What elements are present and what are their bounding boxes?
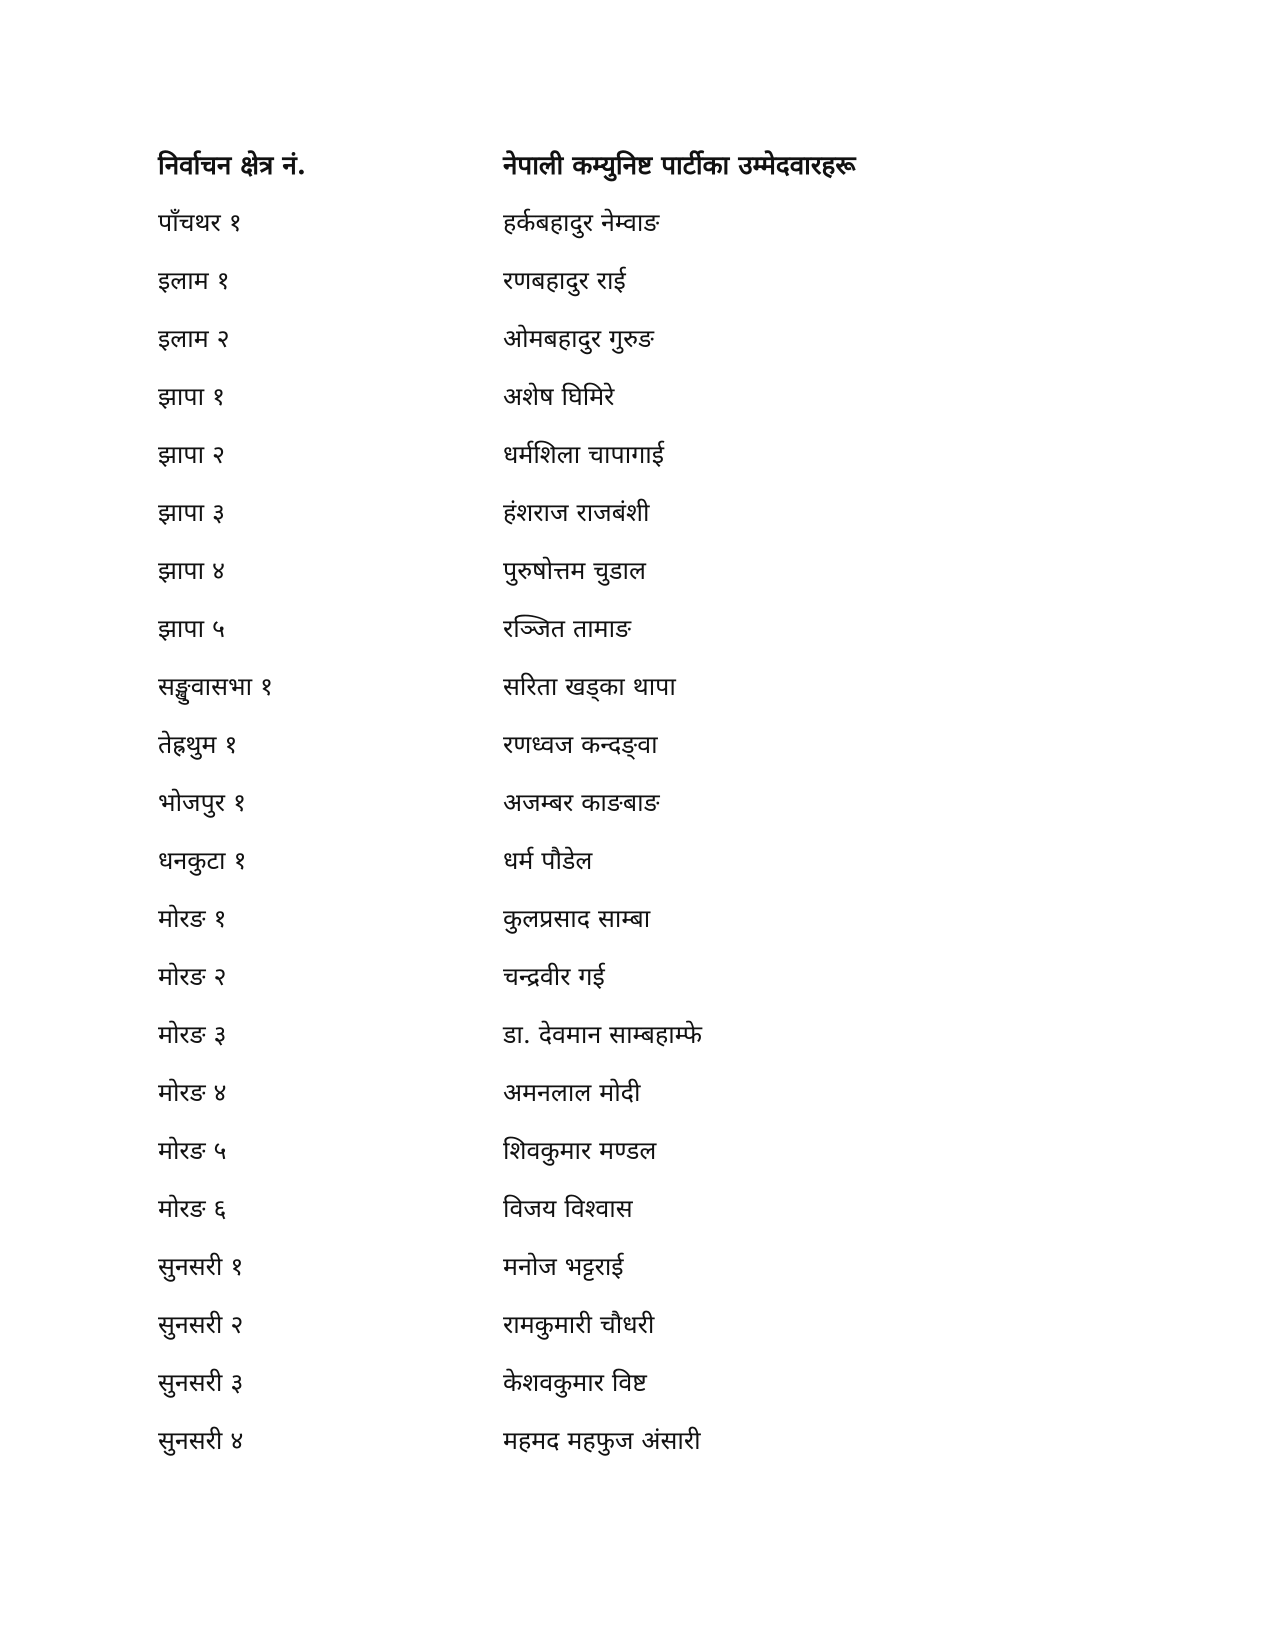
table-row [158, 495, 1058, 553]
table-row [158, 1017, 1058, 1075]
table-header [158, 148, 1058, 188]
candidate-cell: हर्कबहादुर नेम्वाङ [503, 208, 660, 237]
candidate-cell: रामकुमारी चौधरी [503, 1310, 655, 1339]
table-row [158, 263, 1058, 321]
table-row [158, 1249, 1058, 1307]
constituency-cell: इलाम २ [158, 324, 230, 353]
constituency-cell: झापा ४ [158, 556, 225, 585]
constituency-cell: तेह्रथुम १ [158, 730, 238, 759]
candidate-cell: रञ्जित तामाङ [503, 614, 632, 643]
constituency-cell: सुनसरी २ [158, 1310, 244, 1339]
table-row [158, 901, 1058, 959]
constituency-cell: सुनसरी १ [158, 1252, 244, 1281]
candidate-list [158, 205, 1058, 1481]
candidate-cell: धर्म पौडेल [503, 846, 593, 875]
table-row [158, 611, 1058, 669]
table-row [158, 437, 1058, 495]
constituency-cell: मोरङ १ [158, 904, 227, 933]
candidate-cell: विजय विश्वास [503, 1194, 633, 1223]
table-row [158, 1307, 1058, 1365]
candidate-cell: केशवकुमार विष्ट [503, 1368, 647, 1397]
candidate-cell: रणबहादुर राई [503, 266, 626, 295]
candidate-cell: अशेष घिमिरे [503, 382, 615, 411]
candidate-cell: हंशराज राजबंशी [503, 498, 650, 527]
candidate-cell: मनोज भट्टराई [503, 1252, 624, 1281]
table-row [158, 553, 1058, 611]
constituency-cell: भोजपुर १ [158, 788, 246, 817]
table-row [158, 1191, 1058, 1249]
table-row [158, 379, 1058, 437]
candidate-cell: रणध्वज कन्दङ्वा [503, 730, 658, 759]
constituency-cell: मोरङ ४ [158, 1078, 227, 1107]
candidates-header: नेपाली कम्युनिष्ट पार्टीका उम्मेदवारहरू [503, 151, 856, 181]
table-row [158, 1133, 1058, 1191]
table-row [158, 321, 1058, 379]
candidate-cell: अमनलाल मोदी [503, 1078, 641, 1107]
constituency-cell: झापा ५ [158, 614, 225, 643]
table-row [158, 785, 1058, 843]
constituency-cell: झापा ३ [158, 498, 225, 527]
candidate-cell: धर्मशिला चापागाई [503, 440, 665, 469]
constituency-cell: पाँचथर १ [158, 208, 242, 237]
constituency-cell: सुनसरी ३ [158, 1368, 244, 1397]
candidate-cell: डा. देवमान साम्बहाम्फे [503, 1020, 702, 1049]
constituency-cell: झापा १ [158, 382, 225, 411]
candidate-cell: पुरुषोत्तम चुडाल [503, 556, 646, 585]
constituency-cell: झापा २ [158, 440, 225, 469]
candidate-cell: चन्द्रवीर गई [503, 962, 605, 991]
candidate-cell: सरिता खड्का थापा [503, 672, 676, 701]
constituency-header: निर्वाचन क्षेत्र नं. [158, 151, 306, 181]
constituency-cell: मोरङ ३ [158, 1020, 227, 1049]
constituency-cell: मोरङ ५ [158, 1136, 227, 1165]
table-row [158, 843, 1058, 901]
constituency-cell: मोरङ २ [158, 962, 227, 991]
table-row [158, 205, 1058, 263]
candidate-cell: शिवकुमार मण्डल [503, 1136, 657, 1165]
candidate-cell: कुलप्रसाद साम्बा [503, 904, 651, 933]
table-row [158, 959, 1058, 1017]
candidate-cell: ओमबहादुर गुरुङ [503, 324, 654, 353]
constituency-cell: सङ्खुवासभा १ [158, 672, 273, 701]
table-row [158, 1365, 1058, 1423]
table-row [158, 727, 1058, 785]
constituency-cell: सुनसरी ४ [158, 1426, 244, 1455]
constituency-cell: धनकुटा १ [158, 846, 247, 875]
constituency-cell: मोरङ ६ [158, 1194, 227, 1223]
table-row [158, 1423, 1058, 1481]
table-row [158, 1075, 1058, 1133]
constituency-cell: इलाम १ [158, 266, 230, 295]
candidate-cell: महमद महफुज अंसारी [503, 1426, 701, 1455]
table-row [158, 669, 1058, 727]
candidate-cell: अजम्बर काङबाङ [503, 788, 660, 817]
